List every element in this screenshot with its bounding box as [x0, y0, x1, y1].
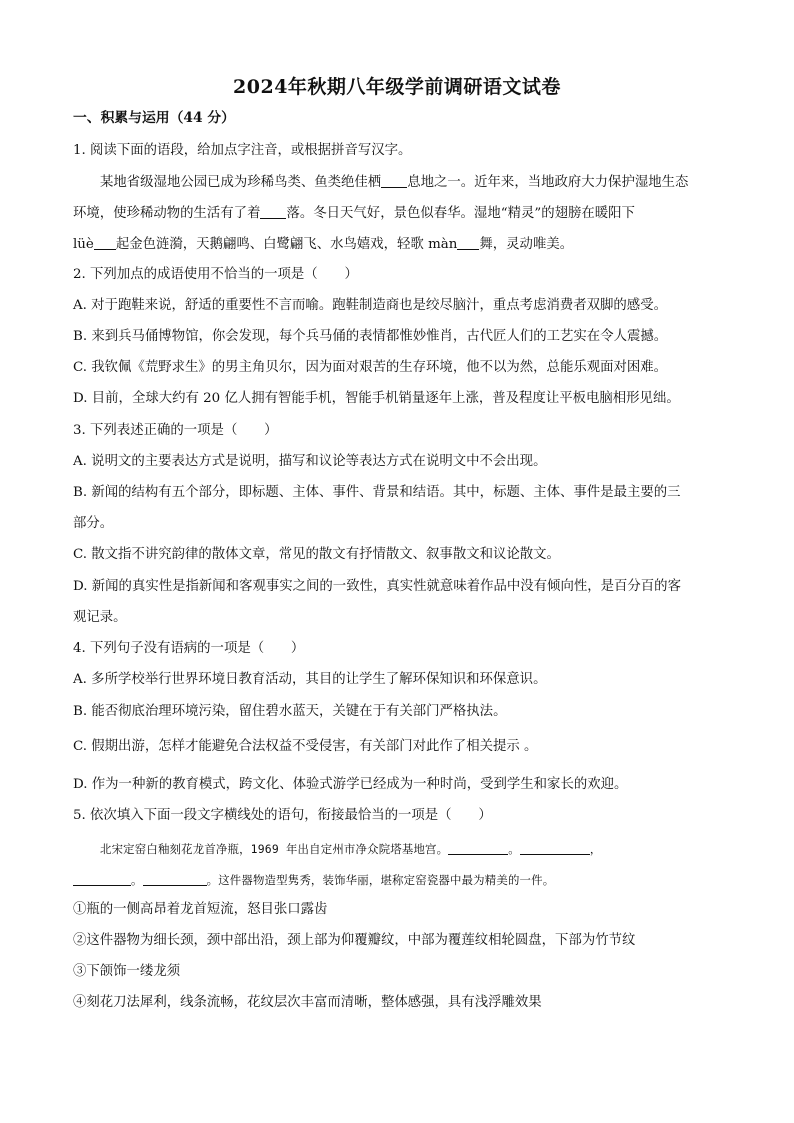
question-3-option-c[interactable]: C. 散文指不讲究韵律的散体文章，常见的散文有抒情散文、叙事散文和议论散文。: [73, 547, 560, 562]
question-3-option-b-cont: 部分。: [73, 516, 114, 531]
question-1-passage-line-2: [73, 205, 635, 222]
answer-blank[interactable]: [143, 872, 207, 886]
question-5-sentence-1: ①瓶的一侧高昂着龙首短流，怒目张口露齿: [73, 902, 328, 917]
question-5-passage-line-1: 北宋定窑白釉刻花龙首净瓶，1969 年出自定州市净众院塔基地宫。 。 ，: [100, 842, 602, 856]
answer-blank[interactable]: [520, 841, 590, 855]
question-5-sentence-2: ②这件器物为细长颈，颈中部出沿，颈上部为仰覆瓣纹，中部为覆莲纹相轮圆盘，下部为竹节纹: [73, 933, 636, 948]
question-4-stem: 4. 下列句子没有语病的一项是（ ）: [73, 641, 305, 656]
answer-blank[interactable]: [94, 236, 116, 250]
answer-blank[interactable]: [73, 872, 131, 886]
passage-text: 息地之一。近年来，当地政府大力保护湿地生态: [407, 175, 689, 190]
question-4-option-c[interactable]: C. 假期出游，怎样才能避免合法权益不受侵害，有关部门对此作了相关提示 。: [73, 739, 538, 754]
question-1-passage-line-3: [73, 236, 573, 253]
answer-blank[interactable]: [457, 236, 479, 250]
question-3-option-d[interactable]: D. 新闻的真实性是指新闻和客观事实之间的一致性，真实性就意味着作品中没有倾向性，是百分百的客: [73, 579, 681, 594]
question-2-option-d[interactable]: D. 目前，全球大约有 20 亿人拥有智能手机，智能手机销量逐年上涨，普及程度让平板电脑相形见绌。: [73, 391, 680, 406]
passage-text: 环境，使珍稀动物的生活有了着: [73, 206, 261, 221]
question-4-option-b[interactable]: B. 能否彻底治理环境污染，留住碧水蓝天，关键在于有关部门严格执法。: [73, 704, 507, 719]
question-1-stem: 1. 阅读下面的语段，给加点字注音，或根据拼音写汉字。: [73, 143, 412, 158]
question-2-option-b[interactable]: B. 来到兵马俑博物馆，你会发现，每个兵马俑的表情都惟妙惟肖，古代匠人们的工艺实在令人震撼。: [73, 329, 668, 344]
question-2-stem: 2. 下列加点的成语使用不恰当的一项是（ ）: [73, 267, 358, 282]
page-title: 2024年秋期八年级学前调研语文试卷: [233, 76, 561, 98]
question-1-passage-line-1: [100, 174, 688, 191]
question-4-option-a[interactable]: A. 多所学校举行世界环境日教育活动，其目的让学生了解环保知识和环保意识。: [73, 672, 547, 687]
question-2-option-c[interactable]: C. 我钦佩《荒野求生》的男主角贝尔，因为面对艰苦的生存环境，他不以为然，总能乐观面对困难。: [73, 360, 668, 375]
passage-text: 落。冬日天气好，景色似春华。湿地“精灵”的翅膀在暖阳下: [286, 206, 635, 221]
answer-blank[interactable]: [381, 174, 407, 188]
passage-text: 某地省级湿地公园已成为珍稀鸟类、鱼类绝佳栖: [100, 175, 382, 190]
passage-text: 北宋定窑白釉刻花龙首净瓶，1969 年出自定州市净众院塔基地宫。: [100, 842, 449, 856]
question-3-option-a[interactable]: A. 说明文的主要表达方式是说明，描写和议论等表达方式在说明文中不会出现。: [73, 454, 547, 469]
pinyin-text: lüè: [73, 237, 94, 252]
question-2-option-a[interactable]: A. 对于跑鞋来说，舒适的重要性不言而喻。跑鞋制造商也是绞尽脑汁，重点考虑消费者双脚的感受。: [73, 298, 667, 313]
question-5-sentence-3: ③下颌饰一缕龙须: [73, 964, 181, 979]
question-5-passage-line-2: 。 。这件器物造型隽秀，装饰华丽，堪称定窑瓷器中最为精美的一件。: [73, 872, 554, 888]
answer-blank[interactable]: [448, 841, 508, 855]
passage-text: 这件器物造型隽秀，装饰华丽，堪称定窑瓷器中最为精美的一件。: [218, 873, 555, 887]
question-3-option-d-cont: 观记录。: [73, 610, 127, 625]
section-heading: 一、积累与运用（44 分）: [73, 110, 235, 126]
question-3-option-b[interactable]: B. 新闻的结构有五个部分，即标题、主体、事件、背景和结语。其中，标题、主体、事件是最主要的三: [73, 485, 681, 500]
question-5-stem: 5. 依次填入下面一段文字横线处的语句，衔接最恰当的一项是（ ）: [73, 808, 492, 823]
question-3-stem: 3. 下列表述正确的一项是（ ）: [73, 423, 278, 438]
question-5-sentence-4: ④刻花刀法犀利，线条流畅，花纹层次丰富而清晰，整体感强，具有浅浮雕效果: [73, 995, 542, 1010]
passage-text: 舞，灵动唯美。: [479, 237, 574, 252]
question-4-option-d[interactable]: D. 作为一种新的教育模式，跨文化、体验式游学已经成为一种时尚，受到学生和家长的欢迎。: [73, 777, 628, 792]
passage-text: 起金色涟漪，天鹅翩鸣、白鹭翩飞、水鸟嬉戏，轻歌 màn: [115, 237, 458, 252]
answer-blank[interactable]: [260, 205, 286, 219]
